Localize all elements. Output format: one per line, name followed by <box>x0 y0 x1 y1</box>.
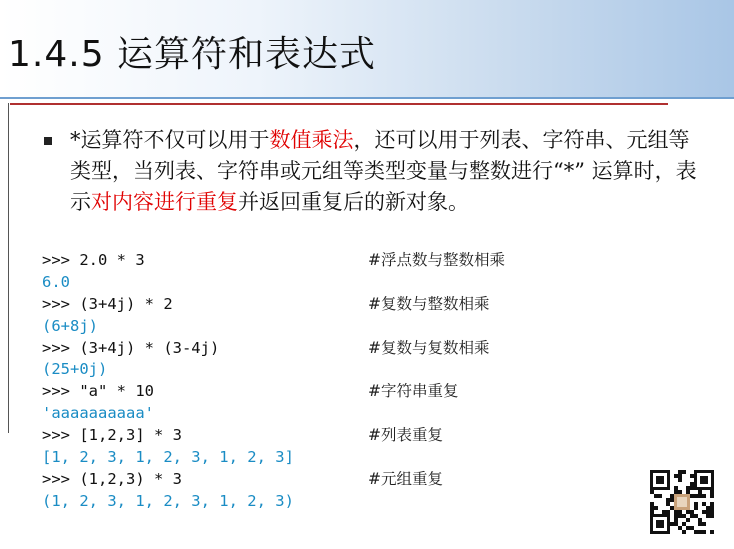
paragraph-text: *运算符不仅可以用于 <box>70 128 270 152</box>
code-comment: #复数与整数相乘 <box>368 294 490 313</box>
code-comment: #字符串重复 <box>368 382 459 401</box>
code-output: (25+0j) <box>42 360 108 379</box>
slide-title: 1.4.5 运算符和表达式 <box>8 34 377 75</box>
code-line <box>42 469 682 491</box>
code-line <box>42 250 682 272</box>
code-comment: #元组重复 <box>368 469 443 488</box>
code-line <box>42 316 682 338</box>
code-input: >>> (3+4j) * 2 <box>42 294 173 313</box>
paragraph-text: 并返回重复后的新对象。 <box>238 190 469 214</box>
code-output: (1, 2, 3, 1, 2, 3, 1, 2, 3) <box>42 491 294 510</box>
code-line <box>42 491 682 513</box>
code-input: >>> (3+4j) * (3-4j) <box>42 338 220 357</box>
code-line <box>42 381 682 403</box>
code-output: 'aaaaaaaaaa' <box>42 404 154 423</box>
code-input: >>> (1,2,3) * 3 <box>42 469 182 488</box>
left-margin-line <box>8 103 9 433</box>
title-underline <box>0 97 734 99</box>
code-input: >>> 2.0 * 3 <box>42 251 145 269</box>
code-output: [1, 2, 3, 1, 2, 3, 1, 2, 3] <box>42 448 294 467</box>
code-input: >>> [1,2,3] * 3 <box>42 426 182 445</box>
code-line <box>42 359 682 381</box>
code-comment: #复数与复数相乘 <box>368 338 490 357</box>
code-line <box>42 294 682 316</box>
highlight-text: 数值乘法 <box>269 128 354 152</box>
qr-code-icon <box>650 470 714 534</box>
divider-line <box>10 103 668 105</box>
code-input: >>> "a" * 10 <box>42 382 154 401</box>
code-line <box>42 425 682 447</box>
code-line <box>42 272 682 294</box>
highlight-text: 对内容进行重复 <box>91 190 238 214</box>
bullet-icon <box>44 137 52 145</box>
code-output: (6+8j) <box>42 316 98 335</box>
code-block <box>42 250 682 513</box>
bullet-paragraph <box>70 125 710 218</box>
code-line <box>42 447 682 469</box>
code-output: 6.0 <box>42 272 70 291</box>
paragraph-text: ，还可以用于列表、字符串、元组等类型，当列表、字符串或元组等类型变量与整数进行“*” 运算时，表示 <box>70 128 697 214</box>
code-line <box>42 338 682 360</box>
code-line <box>42 403 682 425</box>
code-comment: #浮点数与整数相乘 <box>368 251 505 269</box>
code-comment: #列表重复 <box>368 426 443 445</box>
